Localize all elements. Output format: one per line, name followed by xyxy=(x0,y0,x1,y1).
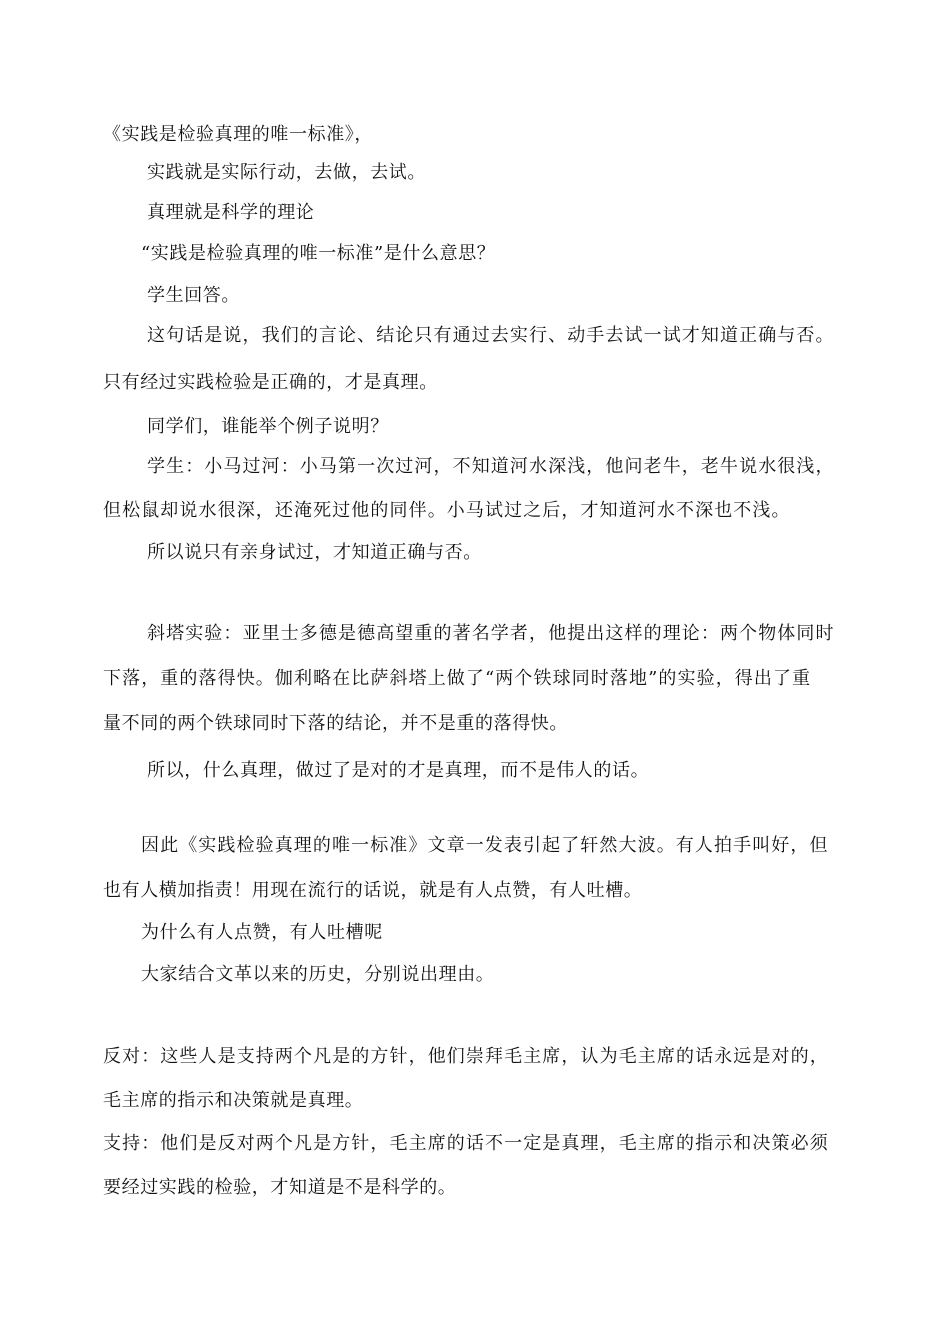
text-line: 量不同的两个铁球同时下落的结论，并不是重的落得快。 xyxy=(103,713,568,734)
text-line: 要经过实践的检验，才知道是不是科学的。 xyxy=(103,1177,457,1198)
text-line: 斜塔实验：亚里士多德是德高望重的著名学者，他提出这样的理论：两个物体同时 xyxy=(147,623,835,644)
text-line: 学生：小马过河：小马第一次过河，不知道河水深浅，他问老牛，老牛说水很浅， xyxy=(147,456,835,477)
text-line: 实践就是实际行动，去做，去试。 xyxy=(147,162,426,183)
text-line: 也有人横加指责！用现在流行的话说，就是有人点赞，有人吐槽。 xyxy=(103,880,643,901)
text-line: 支持：他们是反对两个凡是方针，毛主席的话不一定是真理，毛主席的指示和决策必须 xyxy=(103,1133,829,1154)
text-line: 只有经过实践检验是正确的，才是真理。 xyxy=(103,372,438,393)
text-line: 这句话是说，我们的言论、结论只有通过去实行、动手去试一试才知道正确与否。 xyxy=(147,325,835,346)
text-line: “实践是检验真理的唯一标准”是什么意思？ xyxy=(141,243,496,264)
text-line: 所以，什么真理，做过了是对的才是真理，而不是伟人的话。 xyxy=(147,760,650,781)
text-line-title: 《实践是检验真理的唯一标准》， xyxy=(103,124,373,145)
text-line: 反对：这些人是支持两个凡是的方针，他们崇拜毛主席，认为毛主席的话永远是对的， xyxy=(103,1046,829,1067)
text-line: 毛主席的指示和决策就是真理。 xyxy=(103,1090,364,1111)
text-line: 大家结合文革以来的历史，分别说出理由。 xyxy=(141,964,495,985)
text-line: 同学们，谁能举个例子说明？ xyxy=(147,416,389,437)
text-line: 下落，重的落得快。伽利略在比萨斜塔上做了“两个铁球同时落地”的实验，得出了重 xyxy=(103,668,812,689)
text-line: 所以说只有亲身试过，才知道正确与否。 xyxy=(147,542,482,563)
text-line: 真理就是科学的理论 xyxy=(147,202,315,223)
text-line: 因此《实践检验真理的唯一标准》文章一发表引起了轩然大波。有人拍手叫好，但 xyxy=(141,835,829,856)
text-line: 学生回答。 xyxy=(147,285,240,306)
text-line: 但松鼠却说水很深，还淹死过他的同伴。小马试过之后，才知道河水不深也不浅。 xyxy=(103,500,791,521)
text-line: 为什么有人点赞，有人吐槽呢 xyxy=(141,922,383,943)
